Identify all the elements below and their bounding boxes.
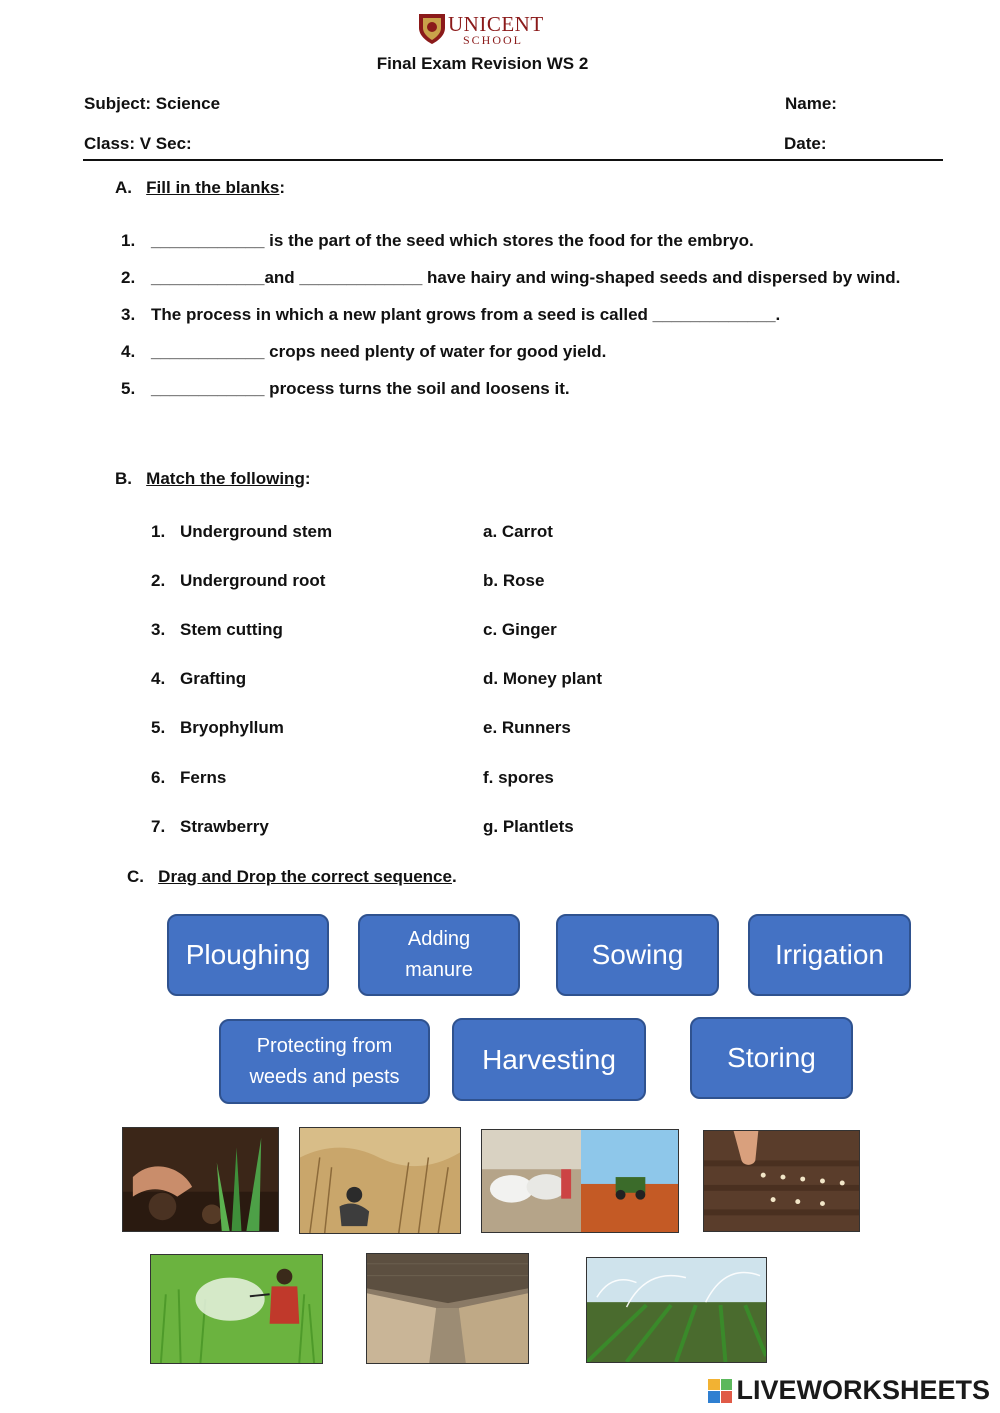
question-text[interactable]: ____________ is the part of the seed which stores the food for the embryo.: [151, 231, 754, 250]
section-b-letter: B.: [115, 469, 132, 488]
match-left-item-2[interactable]: [151, 571, 325, 591]
name-field[interactable]: Name:: [785, 94, 837, 113]
match-text: Grafting: [180, 669, 247, 688]
class-label: Class: V Sec:: [84, 134, 192, 153]
match-right-item-a[interactable]: a. Carrot: [483, 522, 553, 541]
section-c-letter: C.: [127, 867, 144, 886]
question-text[interactable]: ____________ process turns the soil and loosens it.: [151, 379, 570, 398]
fill-question-5: [121, 379, 570, 399]
liveworksheets-brand: [708, 1375, 990, 1406]
drag-card-harvesting[interactable]: [452, 1018, 646, 1101]
card-label: Irrigation: [775, 939, 884, 970]
image-adding-manure[interactable]: [122, 1127, 279, 1232]
question-number: 5.: [121, 379, 136, 398]
section-a-title: Fill in the blanks: [146, 178, 280, 197]
section-a-letter: A.: [115, 178, 132, 197]
question-text[interactable]: ____________and _____________ have hairy and wing-shaped seeds and dispersed by wind.: [151, 268, 901, 287]
card-label-line1: Adding: [407, 928, 471, 950]
match-number: 2.: [151, 571, 166, 590]
image-sowing[interactable]: [703, 1130, 860, 1232]
drag-card-storing[interactable]: [690, 1017, 853, 1099]
match-right-item-f[interactable]: f. spores: [483, 768, 554, 787]
card-label-line2: weeds and pests: [249, 1065, 400, 1088]
match-text: Underground root: [180, 571, 326, 590]
question-text[interactable]: ____________ crops need plenty of water for good yield.: [151, 342, 607, 361]
match-text: Stem cutting: [180, 620, 283, 639]
liveworksheets-logo-icon: [708, 1379, 732, 1403]
image-protecting[interactable]: [150, 1254, 323, 1364]
match-left-item-4[interactable]: [151, 669, 246, 689]
drag-card-adding-manure[interactable]: [358, 914, 520, 996]
section-b-title: Match the following: [146, 469, 305, 488]
section-b-colon: :: [304, 469, 311, 488]
question-number: 3.: [121, 305, 136, 324]
image-irrigation[interactable]: [586, 1257, 767, 1363]
card-label: Ploughing: [185, 939, 311, 970]
school-crest-icon: [417, 12, 447, 46]
school-name-sub: SCHOOL: [463, 33, 524, 47]
section-c-period: .: [451, 867, 457, 886]
image-harvesting[interactable]: [299, 1127, 461, 1234]
fill-question-2: [121, 268, 900, 288]
match-left-item-1[interactable]: [151, 522, 332, 542]
match-right-item-b[interactable]: b. Rose: [483, 571, 545, 590]
card-label: Storing: [727, 1042, 816, 1073]
drag-card-ploughing[interactable]: [167, 914, 329, 996]
section-c-title: Drag and Drop the correct sequence: [158, 867, 452, 886]
match-number: 4.: [151, 669, 166, 688]
question-number: 2.: [121, 268, 136, 287]
match-text: Bryophyllum: [180, 718, 284, 737]
fill-question-3: [121, 305, 780, 325]
section-c-heading: [127, 867, 457, 887]
match-text: Strawberry: [180, 817, 269, 836]
school-name: UNICENT: [448, 12, 544, 36]
section-b-heading: [115, 469, 311, 489]
card-label-line2: manure: [405, 959, 473, 981]
match-left-item-3[interactable]: [151, 620, 283, 640]
match-number: 3.: [151, 620, 166, 639]
match-right-item-c[interactable]: c. Ginger: [483, 620, 557, 639]
match-right-item-e[interactable]: e. Runners: [483, 718, 571, 737]
header-divider: [83, 159, 943, 161]
fill-question-1: [121, 231, 754, 251]
match-left-item-6[interactable]: [151, 768, 226, 788]
match-number: 5.: [151, 718, 166, 737]
match-right-item-d[interactable]: d. Money plant: [483, 669, 602, 688]
card-label: Harvesting: [482, 1043, 616, 1075]
date-field[interactable]: Date:: [784, 134, 827, 153]
match-number: 6.: [151, 768, 166, 787]
drag-card-protecting[interactable]: [219, 1019, 430, 1104]
question-text[interactable]: The process in which a new plant grows from a seed is called _____________.: [151, 305, 781, 324]
match-text: Ferns: [180, 768, 227, 787]
image-ploughing[interactable]: [481, 1129, 679, 1233]
match-text: Underground stem: [180, 522, 333, 541]
drag-card-irrigation[interactable]: [748, 914, 911, 996]
question-number: 4.: [121, 342, 136, 361]
match-right-item-g[interactable]: g. Plantlets: [483, 817, 574, 836]
page-title: Final Exam Revision WS 2: [376, 54, 589, 73]
fill-question-4: [121, 342, 606, 362]
brand-text: LIVEWORKSHEETS: [736, 1375, 990, 1405]
card-label: Sowing: [591, 939, 684, 970]
subject-label: Subject: Science: [84, 94, 221, 113]
section-a-colon: :: [279, 178, 286, 197]
match-left-item-7[interactable]: [151, 817, 269, 837]
card-label-line1: Protecting from: [256, 1034, 393, 1057]
image-storing[interactable]: [366, 1253, 529, 1364]
match-number: 7.: [151, 817, 166, 836]
question-number: 1.: [121, 231, 136, 250]
section-a-heading: [115, 178, 285, 198]
match-number: 1.: [151, 522, 166, 541]
match-left-item-5[interactable]: [151, 718, 284, 738]
drag-card-sowing[interactable]: [556, 914, 719, 996]
